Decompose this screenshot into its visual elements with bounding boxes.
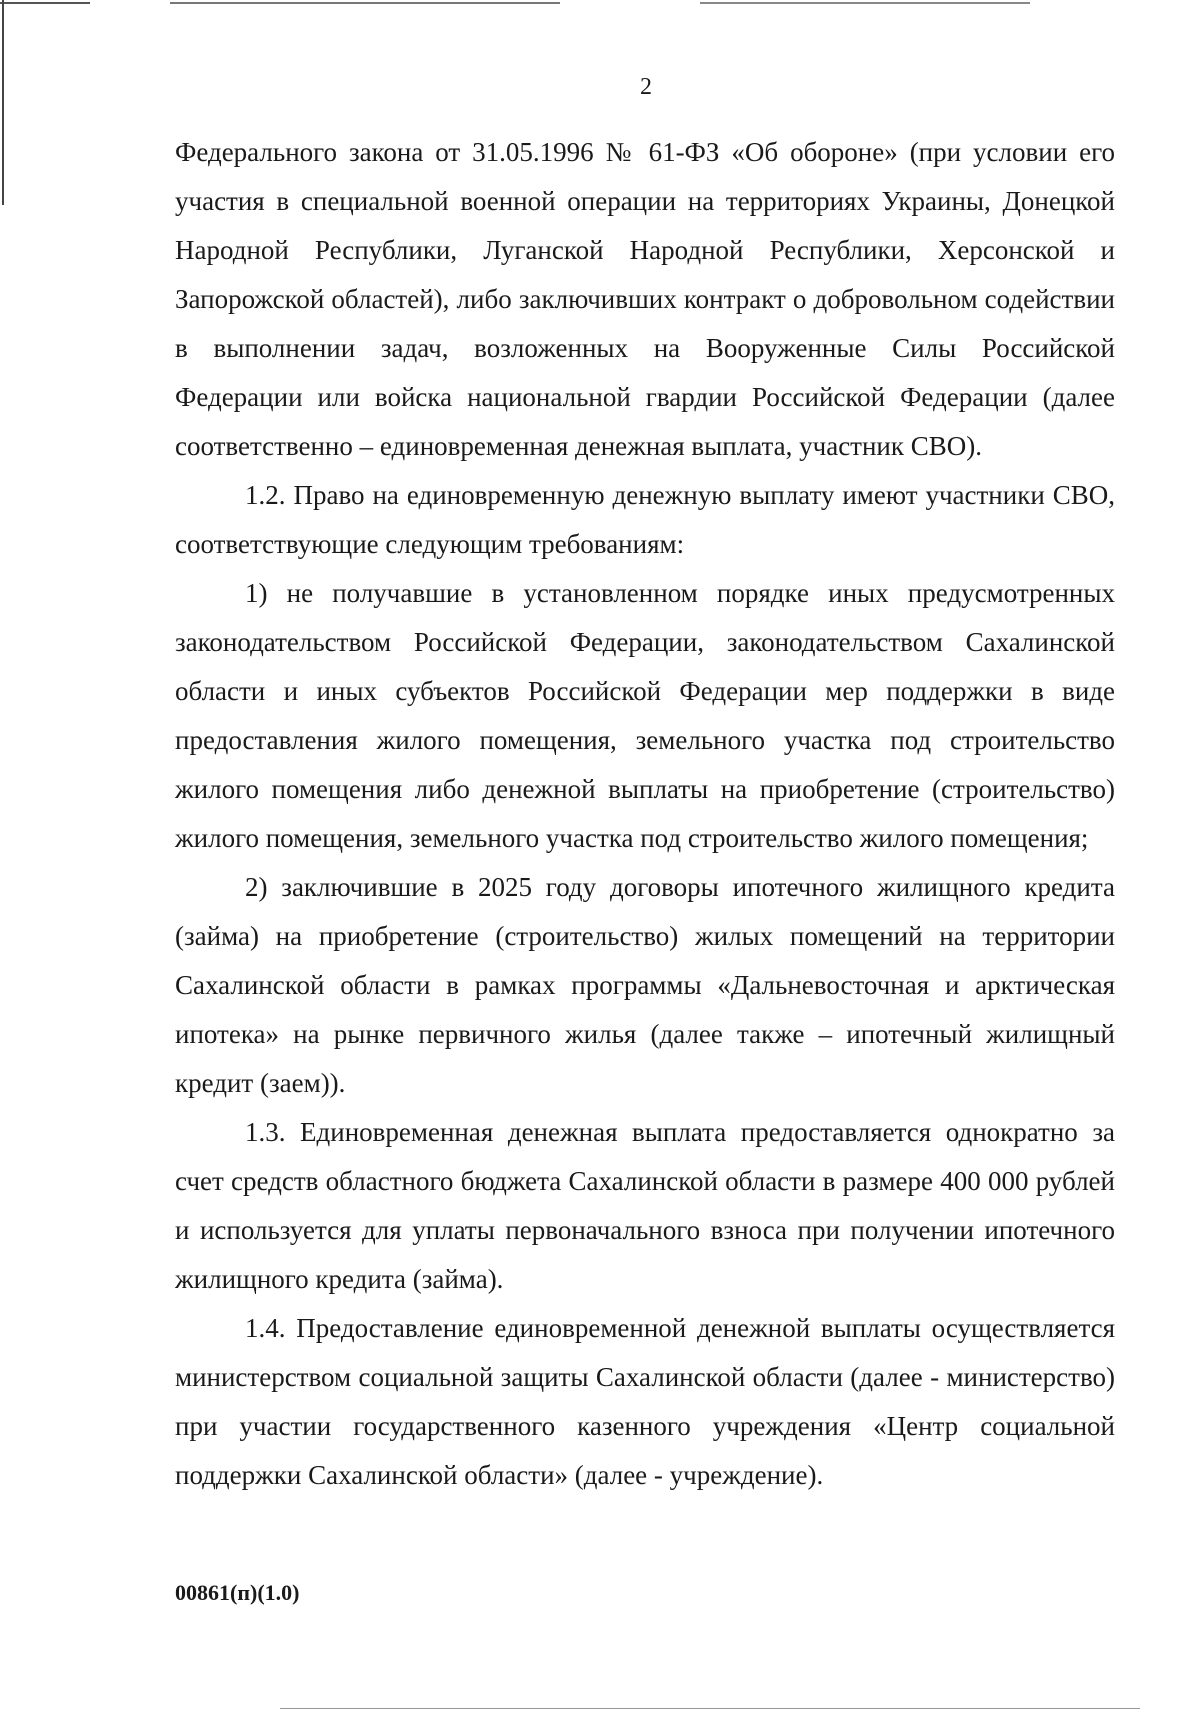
- scan-edge-top: [0, 2, 1200, 4]
- paragraph-1-2: 1.2. Право на единовременную денежную выплату имеют участники СВО, соответствующие следующим требованиям:: [175, 480, 1115, 559]
- paragraph-1-4: 1.4. Предоставление единовременной денежной выплаты осуществляется министерством социальной защиты Сахалинской области (далее - министерство) при участии государственного казенного учреждения «Центр социальной поддержки Сахалинской области» (далее - учреждение).: [175, 1313, 1115, 1490]
- scan-edge-left: [2, 0, 4, 205]
- scan-edge-bottom: [280, 1708, 1140, 1709]
- paragraph-1-3: 1.3. Единовременная денежная выплата предоставляется однократно за счет средств областного бюджета Сахалинской области в размере 400 000 рублей и используется для уплаты первоначального взноса при получении ипотечного жилищного кредита (займа).: [175, 1117, 1115, 1294]
- paragraph-item-1: 1) не получавшие в установленном порядке иных предусмотренных законодательством Российской Федерации, законодательством Сахалинской области и иных субъектов Российской Федерации мер поддержки в виде предоставления жилого помещения, земельного участка под строительство жилого помещения либо денежной выплаты на приобретение (строительство) жилого помещения, земельного участка под строительство жилого помещения;: [175, 578, 1115, 853]
- paragraph-item-2: 2) заключившие в 2025 году договоры ипотечного жилищного кредита (займа) на приобретение (строительство) жилых помещений на территории Сахалинской области в рамках программы «Дальневосточная и арктическая ипотека» на рынке первичного жилья (далее также – ипотечный жилищный кредит (заем)).: [175, 872, 1115, 1098]
- document-code: 00861(п)(1.0): [175, 1580, 300, 1605]
- document-body: [175, 128, 1115, 1500]
- paragraph-continuation: Федерального закона от 31.05.1996 № 61-ФЗ «Об обороне» (при условии его участия в специальной военной операции на территориях Украины, Донецкой Народной Республики, Луганской Народной Республики, Херсонской и Запорожской областей), либо заключивших контракт о добровольном содействии в выполнении задач, возложенных на Вооруженные Силы Российской Федерации или войска национальной гвардии Российской Федерации (далее соответственно – единовременная денежная выплата, участник СВО).: [175, 137, 1115, 461]
- page-number: 2: [640, 74, 652, 100]
